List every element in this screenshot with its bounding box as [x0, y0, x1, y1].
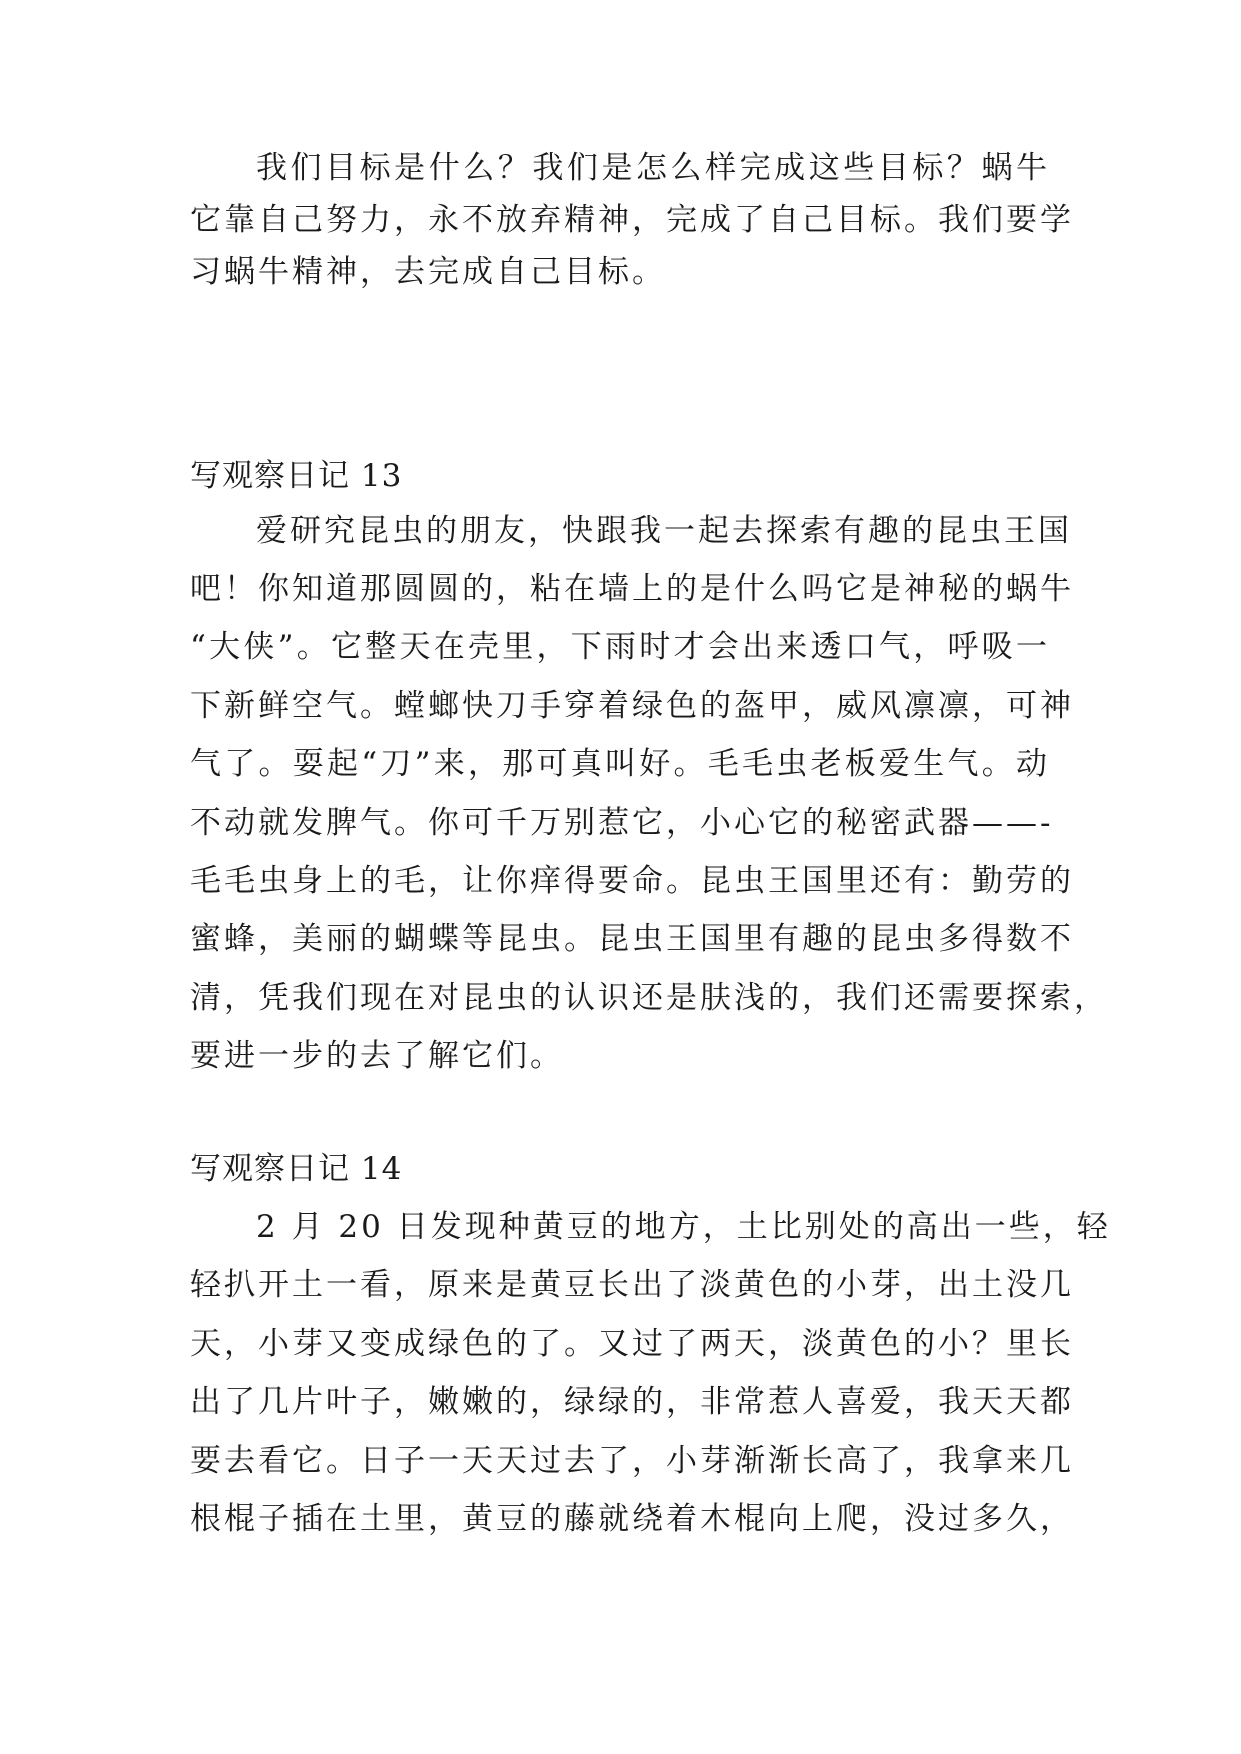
paragraph-line: 习蜗牛精神，去完成自己目标。	[190, 254, 666, 290]
paragraph-line: “大侠”。它整天在壳里，下雨时才会出来透口气，呼吸一	[190, 629, 1050, 665]
paragraph-line: 下新鲜空气。螳螂快刀手穿着绿色的盔甲，威风凛凛，可神	[190, 688, 1074, 724]
section-heading: 写观察日记 13	[190, 458, 403, 494]
paragraph-line: 蜜蜂，美丽的蝴蝶等昆虫。昆虫王国里有趣的昆虫多得数不	[190, 921, 1074, 957]
paragraph-line: 我们目标是什么？我们是怎么样完成这些目标？蜗牛	[256, 150, 1050, 186]
paragraph-line: 出了几片叶子，嫩嫩的，绿绿的，非常惹人喜爱，我天天都	[190, 1384, 1074, 1420]
paragraph-line: 天，小芽又变成绿色的了。又过了两天，淡黄色的小？里长	[190, 1326, 1074, 1362]
paragraph-line: 吧！你知道那圆圆的，粘在墙上的是什么吗它是神秘的蜗牛	[190, 571, 1074, 607]
paragraph-line: 清，凭我们现在对昆虫的认识还是肤浅的，我们还需要探索，	[190, 980, 1108, 1016]
paragraph-line: 爱研究昆虫的朋友，快跟我一起去探索有趣的昆虫王国	[256, 513, 1072, 549]
paragraph-line: 轻扒开土一看，原来是黄豆长出了淡黄色的小芽，出土没几	[190, 1267, 1074, 1303]
paragraph-line: 2 月 20 日发现种黄豆的地方，土比别处的高出一些，轻	[256, 1209, 1111, 1245]
paragraph-line: 不动就发脾气。你可千万别惹它，小心它的秘密武器——-	[190, 805, 1054, 841]
paragraph-line: 气了。耍起“刀”来，那可真叫好。毛毛虫老板爱生气。动	[190, 746, 1050, 782]
paragraph-line: 要去看它。日子一天天过去了，小芽渐渐长高了，我拿来几	[190, 1443, 1074, 1479]
paragraph-line: 它靠自己努力，永不放弃精神，完成了自己目标。我们要学	[190, 202, 1074, 238]
section-heading: 写观察日记 14	[190, 1151, 403, 1187]
paragraph-line: 毛毛虫身上的毛，让你痒得要命。昆虫王国里还有：勤劳的	[190, 863, 1074, 899]
paragraph-line: 根棍子插在土里，黄豆的藤就绕着木棍向上爬，没过多久，	[190, 1501, 1074, 1537]
paragraph-line: 要进一步的去了解它们。	[190, 1038, 564, 1074]
